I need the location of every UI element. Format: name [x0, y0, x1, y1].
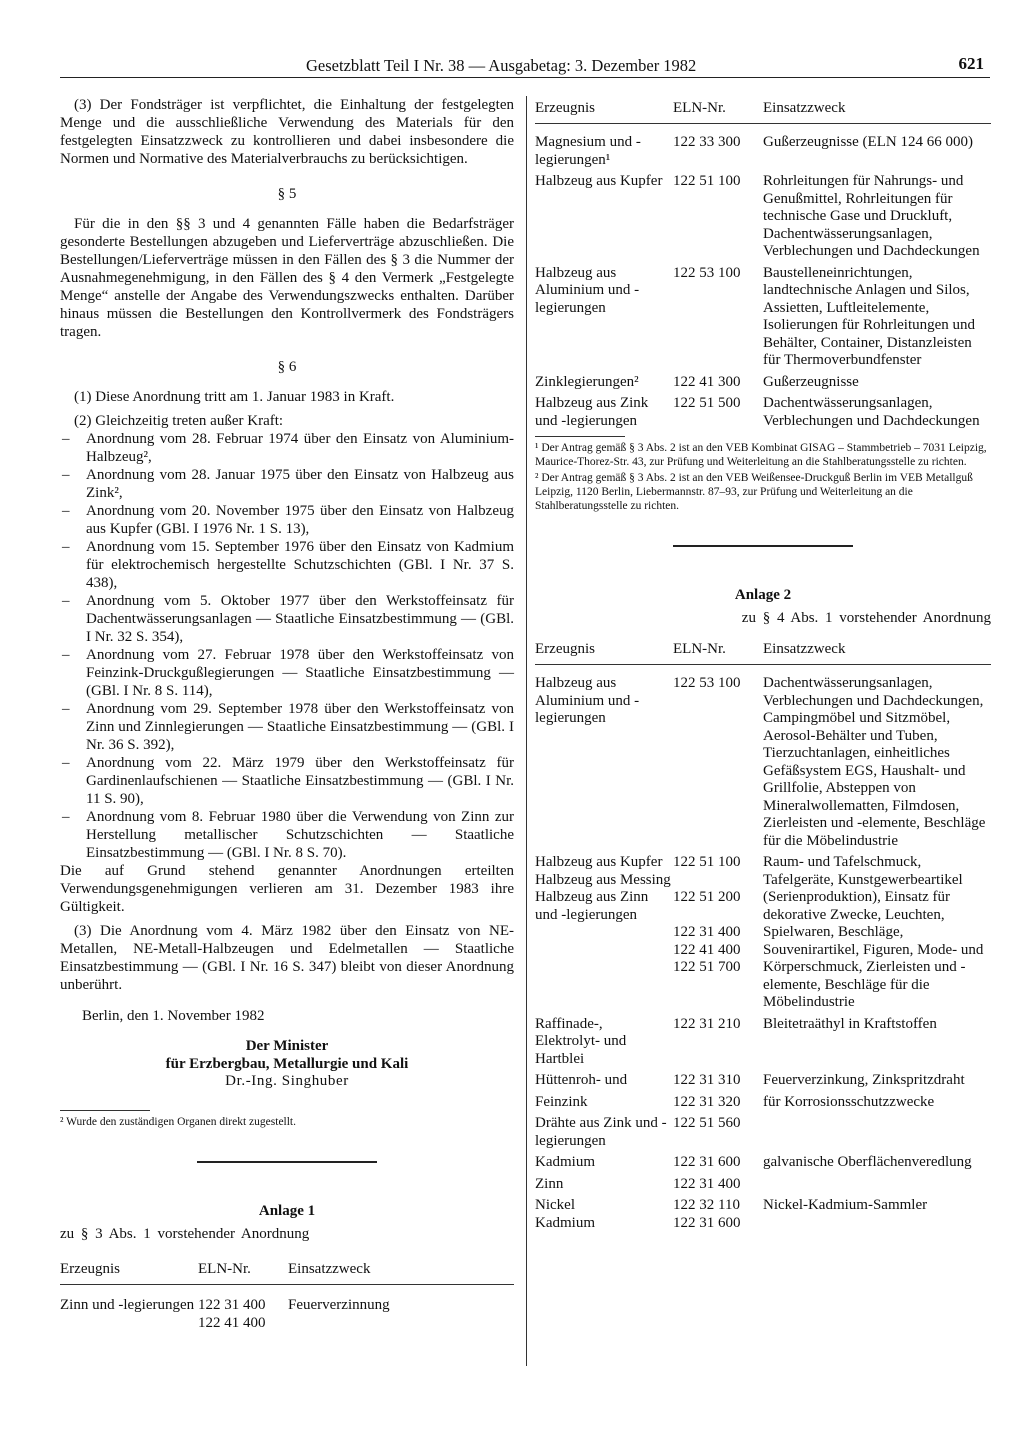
section-5-text: Für die in den §§ 3 und 4 genannten Fälle haben die Bedarfsträger gesonderte Bestellungen abzugeben und Lieferverträge abzuschließen. Die Bestellungen/Lieferverträge müssen in den Fällen des § 3 die Nummer der Ausnahmegenehmigung, in den Fällen des § 4 den Vermerk „Festgelegte Menge“ anstelle der Angabe des Verwendungszwecks enthalten. Darüber hinaus müssen die Bestellungen den Kontrollvermerk des Fondsträgers tragen.: [60, 216, 514, 340]
table-row: [535, 1068, 991, 1090]
product-cell: Halbzeug aus Kupfer Halbzeug aus Messing Halbzeug aus Zinn und -legierungen: [535, 854, 671, 923]
section-6-paragraph-1: (1) Diese Anordnung tritt am 1. Januar 1983 in Kraft.: [74, 389, 395, 405]
purpose-cell: Raum- und Tafelschmuck, Tafelgeräte, Kunstgewerbeartikel (Serienproduktion), Einsatz für dekorative Zwecke, Leuchten, Spielwaren, Beschläge, Souvenirartikel, Figuren, Mode- und Körperschmuck, Zierleisten und -elemente, Beschläge für die Möbelindustrie: [763, 854, 984, 1010]
table-row: [535, 391, 991, 430]
list-item: – Anordnung vom 28. Januar 1975 über den Einsatz von Halbzeug aus Zink²,: [60, 466, 514, 502]
column-divider: [526, 96, 527, 1366]
table-row: [535, 261, 991, 370]
column-header: Erzeugnis: [535, 641, 595, 657]
product-cell: Halbzeug aus Kupfer: [535, 173, 663, 189]
table-row: [535, 850, 991, 1012]
place-date: Berlin, den 1. November 1982: [82, 1008, 265, 1024]
purpose-cell: Nickel-Kadmium-Sammler: [763, 1197, 928, 1213]
table-row: [60, 1285, 514, 1333]
product-cell: Halbzeug aus Aluminium und -legierungen: [535, 264, 640, 316]
anlage-1-table-right: [535, 96, 991, 430]
purpose-cell: Dachentwässerungsanlagen, Verblechungen und Dachdeckungen: [763, 395, 980, 429]
column-header: Erzeugnis: [60, 1261, 120, 1277]
column-header: Einsatzzweck: [763, 641, 846, 657]
section-6-paragraph-2: (2) Gleichzeitig treten außer Kraft:: [74, 413, 284, 429]
purpose-cell: galvanische Oberflächenveredlung: [763, 1154, 972, 1170]
table-row: [535, 169, 991, 261]
column-header: ELN-Nr.: [673, 641, 726, 657]
section-separator: [673, 545, 853, 547]
list-item: – Anordnung vom 5. Oktober 1977 über den Werkstoffeinsatz für Dachentwässerungsanlagen — Staatliche Einsatzbestimmung — (GBl. I Nr. 32 S. 354),: [60, 592, 514, 646]
product-cell: Hüttenroh- und: [535, 1072, 628, 1088]
product-cell: Zinn: [535, 1175, 564, 1192]
purpose-cell: Dachentwässerungsanlagen, Verblechungen und Dachdeckungen, Campingmöbel und Sitzmöbel, Aerosol-Behälter und Tuben, Tierzuchtanlagen, einheitliches Gefäßsystem EGS, Haushalt- und Grillfolie, Absteppen von Mineralwollematten, Filmdosen, Zierleisten und -elemente, Beschläge für die Möbelindustrie: [763, 675, 986, 849]
eln-cell: 122 53 100: [673, 675, 741, 691]
list-item: – Anordnung vom 8. Februar 1980 über die Verwendung von Zinn zur Herstellung metallischer Schutzschichten — Staatliche Einsatzbestimmung — (GBl. I Nr. 8 S. 70).: [60, 808, 514, 862]
left-column: [60, 96, 514, 1332]
eln-cell: 122 51 560: [673, 1115, 741, 1131]
section-6-title: § 6: [277, 359, 297, 375]
section-5-title: § 5: [277, 186, 297, 202]
eln-cell: 122 51 100 122 51 200 122 31 400 122 41 400 122 51 700: [673, 854, 741, 975]
purpose-cell: Gußerzeugnisse: [763, 373, 859, 390]
product-cell: Nickel Kadmium: [535, 1197, 595, 1231]
product-cell: Feinzink: [535, 1093, 588, 1110]
purpose-cell: Rohrleitungen für Nahrungs- und Genußmittel, Rohrleitungen für technische Gase und Druckluft, Dachentwässerungsanlagen, Verblechungen und Dachdeckungen: [763, 173, 980, 259]
product-cell: Halbzeug aus Aluminium und -legierungen: [535, 675, 640, 726]
eln-cell: 122 53 100: [673, 264, 741, 281]
list-item: – Anordnung vom 20. November 1975 über den Einsatz von Halbzeug aus Kupfer (GBl. I 1976 Nr. 1 S. 13),: [60, 502, 514, 538]
anlage-2-title: Anlage 2: [734, 587, 792, 603]
column-header: ELN-Nr.: [198, 1261, 251, 1277]
table-row: [535, 370, 991, 392]
eln-cell: 122 31 310: [673, 1072, 741, 1088]
product-cell: Drähte aus Zink und -legierungen: [535, 1115, 667, 1149]
eln-cell: 122 31 600: [673, 1154, 741, 1170]
purpose-cell: Gußerzeugnisse (ELN 124 66 000): [763, 134, 973, 150]
signatory-name: Dr.-Ing. Singhuber: [225, 1073, 349, 1089]
signatory-ministry: für Erzbergbau, Metallurgie und Kali: [165, 1056, 409, 1072]
eln-cell: 122 51 100: [673, 173, 741, 189]
paragraph-5-3: (3) Der Fondsträger ist verpflichtet, die Einhaltung der festgelegten Menge und die ausschließliche Verwendung des Materials für den festgelegten Einsatzzweck zu kontrollieren und dabei insbesondere die Normen und Normative des Materialverbrauchs zu berücksichtigen.: [60, 97, 514, 167]
repealed-list: [60, 430, 514, 862]
table-row: [535, 1150, 991, 1172]
purpose-cell: [761, 1111, 991, 1150]
anlage-2-table: [535, 637, 991, 1232]
anlage-1-table-left: [60, 1257, 514, 1332]
list-item: – Anordnung vom 28. Februar 1974 über den Einsatz von Aluminium-Halbzeug²,: [60, 430, 514, 466]
product-cell: Zinklegierungen²: [535, 373, 639, 390]
anlage-1-subtitle: zu § 3 Abs. 1 vorstehender Anordnung: [60, 1226, 310, 1242]
list-item: – Anordnung vom 27. Februar 1978 über den Werkstoffeinsatz von Feinzink-Druckgußlegierungen — Staatliche Einsatzbestimmung — (GBl. I Nr. 8 S. 114),: [60, 646, 514, 700]
product-cell: Zinn und -legierungen: [60, 1297, 195, 1313]
eln-cell: 122 41 300: [673, 373, 741, 390]
table-row: [535, 124, 991, 170]
header-title: Gesetzblatt Teil I Nr. 38 — Ausgabetag: 3. Dezember 1982: [306, 56, 697, 75]
table-row: [535, 1172, 991, 1194]
product-cell: Kadmium: [535, 1154, 595, 1170]
page-number: 621: [958, 54, 984, 73]
purpose-cell: Feuerverzinnung: [288, 1297, 390, 1313]
table-row: [535, 1111, 991, 1150]
footnote-2: ² Der Antrag gemäß § 3 Abs. 2 ist an den VEB Weißensee-Druckguß Berlin im VEB Metallguß Leipzig, 1120 Berlin, Liebermannstr. 87–93, zur Prüfung und Weiterleitung an die Stahlberatungsstelle zu richten.: [535, 472, 973, 512]
eln-cell: 122 31 400 122 41 400: [198, 1297, 266, 1331]
list-item: – Anordnung vom 22. März 1979 über den Werkstoffeinsatz für Gardinenlaufschienen — Staatliche Einsatzbestimmung — (GBl. I Nr. 11 S. 90),: [60, 754, 514, 808]
product-cell: Raffinade-, Elektrolyt- und Hartblei: [535, 1015, 627, 1067]
eln-cell: 122 31 320: [673, 1093, 741, 1110]
purpose-cell: Baustelleneinrichtungen, landtechnische Anlagen und Silos, Assietten, Luftleitelemente, Isolierungen für Rohrleitungen und Behälter, Container, Distanzleisten für Thermoverbundfenster: [763, 264, 976, 368]
list-item: – Anordnung vom 15. September 1976 über den Einsatz von Kadmium für elektrochemisch hergestellte Schutzschichten (GBl. I Nr. 37 S. 438),: [60, 538, 514, 592]
table-row: [535, 1012, 991, 1069]
footnote-1: ¹ Der Antrag gemäß § 3 Abs. 2 ist an den VEB Kombinat GISAG – Stammbetrieb – 7031 Leipzig, Maurice-Thorez-Str. 43, zur Prüfung und Weiterleitung an die Stahlberatungsstelle zu richten.: [535, 442, 987, 468]
eln-cell: 122 32 110 122 31 600: [673, 1197, 741, 1231]
purpose-cell: Bleitetraäthyl in Kraftstoffen: [763, 1015, 937, 1032]
eln-cell: 122 51 500: [673, 395, 741, 411]
section-6-validity-text: Die auf Grund stehend genannter Anordnungen erteilten Verwendungsgenehmigungen verlieren am 31. Dezember 1983 ihre Gültigkeit.: [60, 863, 514, 915]
table-row: [535, 1193, 991, 1232]
section-6-paragraph-3: (3) Die Anordnung vom 4. März 1982 über den Einsatz von NE-Metallen, NE-Metall-Halbzeugen und Edelmetallen — Staatliche Einsatzbestimmung — (GBl. I Nr. 16 S. 347) bleibt von dieser Anordnung unberührt.: [60, 923, 514, 993]
eln-cell: 122 31 400: [673, 1175, 741, 1192]
product-cell: Magnesium und -legierungen¹: [535, 134, 641, 168]
column-header: Einsatzzweck: [763, 100, 846, 116]
column-header: Erzeugnis: [535, 100, 595, 116]
footnote-rule: [60, 1110, 150, 1111]
product-cell: Halbzeug aus Zink und -legierungen: [535, 395, 649, 429]
column-header: Einsatzzweck: [288, 1261, 371, 1277]
right-column: [535, 96, 991, 1232]
anlage-2-subtitle: zu § 4 Abs. 1 vorstehender Anordnung: [741, 610, 991, 626]
page-header: [60, 52, 990, 82]
eln-cell: 122 31 210: [673, 1015, 741, 1032]
signatory-title: Der Minister: [245, 1038, 329, 1054]
footnote: ² Wurde den zuständigen Organen direkt zugestellt.: [60, 1116, 297, 1128]
header-rule: [60, 77, 990, 78]
purpose-cell: [761, 1172, 991, 1194]
table-row: [535, 1090, 991, 1112]
list-item: – Anordnung vom 29. September 1978 über den Werkstoffeinsatz von Zinn und Zinnlegierungen — Staatliche Einsatzbestimmung — (GBl. I Nr. 36 S. 392),: [60, 700, 514, 754]
table-row: [535, 665, 991, 851]
section-separator: [197, 1161, 377, 1163]
anlage-1-title: Anlage 1: [258, 1203, 316, 1219]
purpose-cell: Feuerverzinkung, Zinkspritzdraht: [763, 1072, 965, 1088]
purpose-cell: für Korrosionsschutzzwecke: [763, 1093, 935, 1110]
column-header: ELN-Nr.: [673, 100, 726, 116]
eln-cell: 122 33 300: [673, 134, 741, 150]
